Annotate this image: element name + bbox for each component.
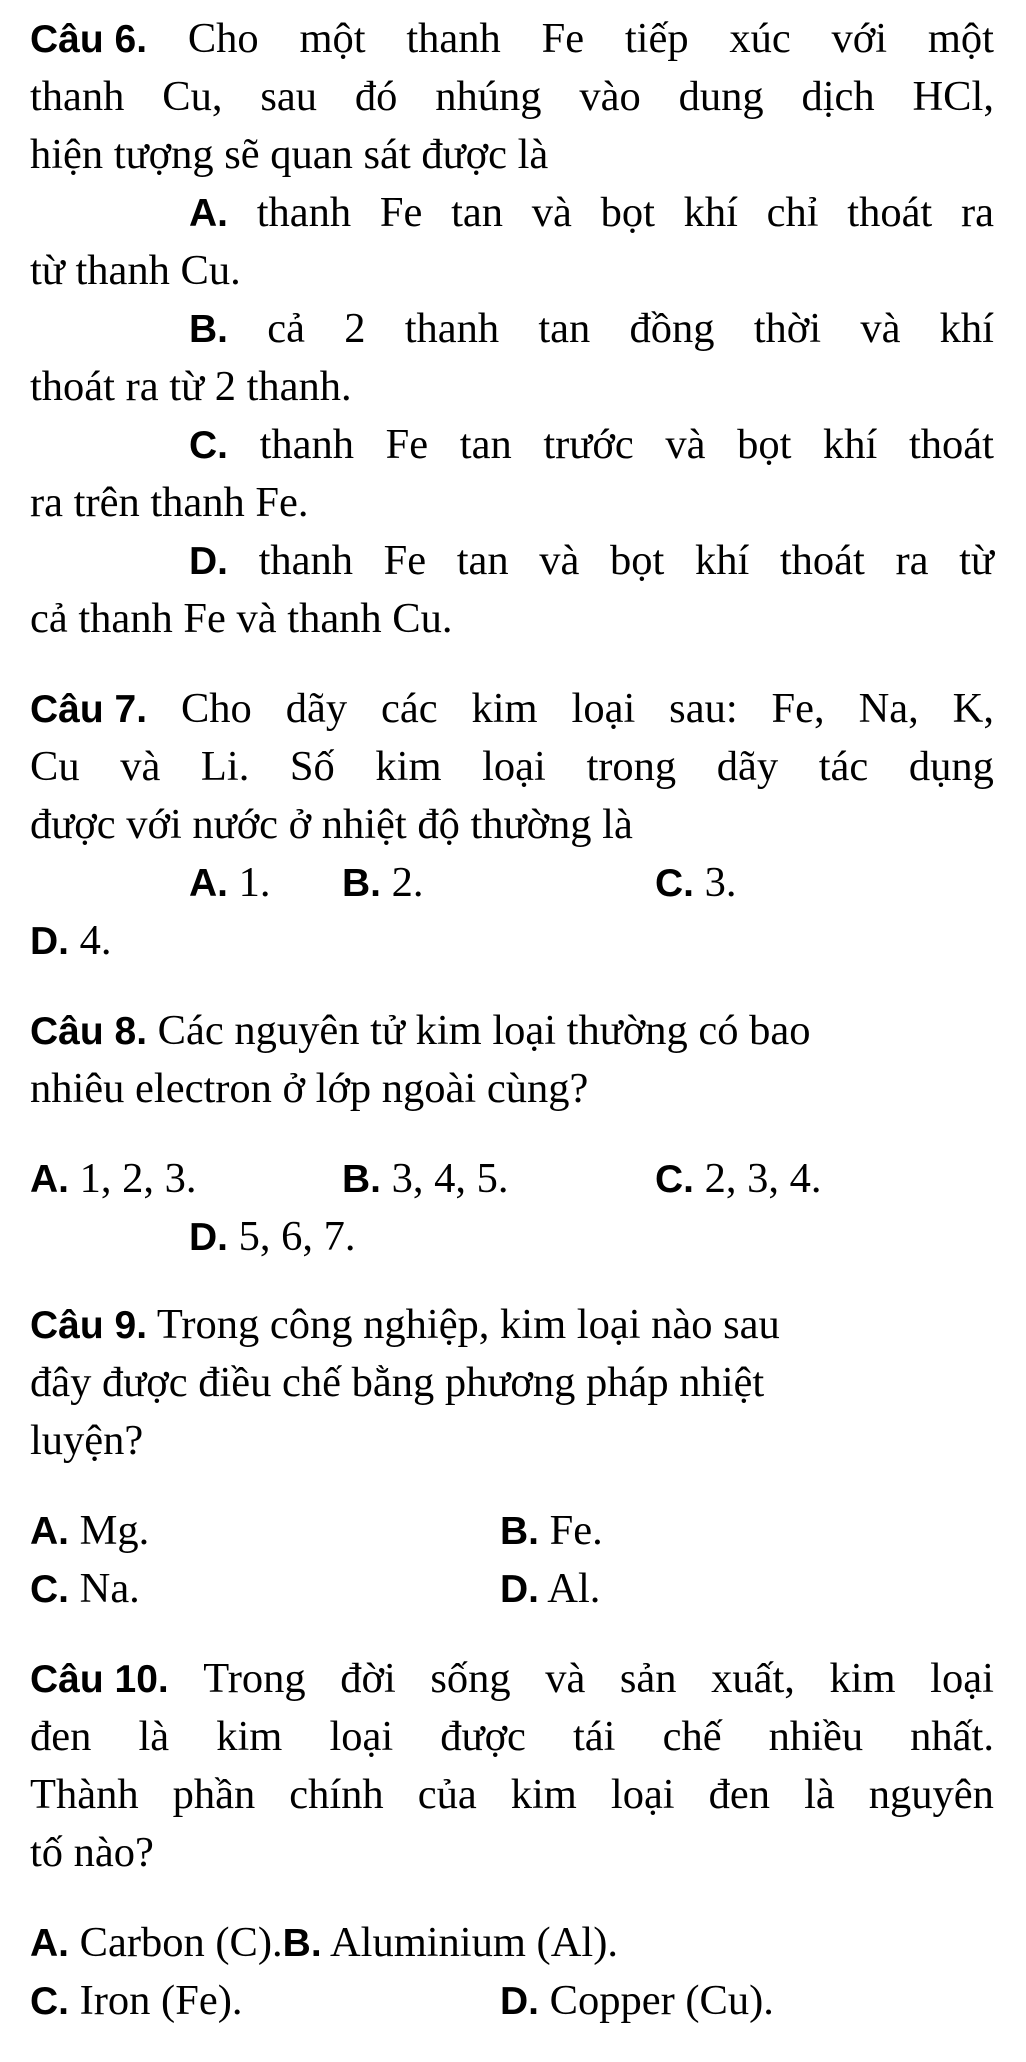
question-9-stem-line-2: đây được điều chế bằng phương pháp nhiệt [30,1359,765,1406]
question-7-option-b: B. 2. [342,859,424,906]
question-9-stem-line-3: luyện? [30,1417,144,1464]
question-6-option-c-cont: ra trên thanh Fe. [30,479,309,526]
question-6-option-a: A. thanh Fe tan và bọt khí chỉ thoát ra [189,189,994,236]
question-6-stem-line-1: Câu 6. Cho một thanh Fe tiếp xúc với một [30,15,994,62]
question-10-stem-line-4: tố nào? [30,1829,154,1876]
question-8-stem-line-2: nhiêu electron ở lớp ngoài cùng? [30,1065,589,1112]
question-8-stem-line-1: Câu 8. Các nguyên tử kim loại thường có bao [30,1007,811,1054]
question-8-option-b: B. 3, 4, 5. [342,1155,509,1202]
question-10-label: Câu 10. [30,1658,169,1701]
question-7-label: Câu 7. [30,688,148,731]
question-7-option-a: A. 1. [189,859,271,906]
question-6-option-d: D. thanh Fe tan và bọt khí thoát ra từ [189,537,994,584]
question-6-option-a-cont: từ thanh Cu. [30,247,241,294]
question-6-option-c: C. thanh Fe tan trước và bọt khí thoát [189,421,994,468]
question-7-option-c: C. 3. [655,859,737,906]
question-8-label: Câu 8. [30,1010,148,1053]
question-6-stem-line-3: hiện tượng sẽ quan sát được là [30,131,549,178]
question-7-stem-line-3: được với nước ở nhiệt độ thường là [30,801,633,848]
question-10-option-d: D. Copper (Cu). [500,1977,774,2024]
question-8-option-d: D. 5, 6, 7. [189,1213,356,1260]
question-9-option-c: C. Na. [30,1565,140,1612]
question-10-option-c: C. Iron (Fe). [30,1977,243,2024]
question-10-stem-line-3: Thành phần chính của kim loại đen là nguyên [30,1771,994,1818]
question-6-stem-line-2: thanh Cu, sau đó nhúng vào dung dịch HCl, [30,73,994,120]
question-6-option-b: B. cả 2 thanh tan đồng thời và khí [189,305,994,352]
question-10-stem-line-1: Câu 10. Trong đời sống và sản xuất, kim loại [30,1655,994,1702]
question-9-option-d: D. Al. [500,1565,601,1612]
question-6-option-d-cont: cả thanh Fe và thanh Cu. [30,595,453,642]
question-9-stem-line-1: Câu 9. Trong công nghiệp, kim loại nào sau [30,1301,780,1348]
question-9-option-b: B. Fe. [500,1507,603,1554]
question-10-stem-line-2: đen là kim loại được tái chế nhiều nhất. [30,1713,994,1760]
question-8-option-a: A. 1, 2, 3. [30,1155,197,1202]
question-9-label: Câu 9. [30,1304,148,1347]
question-9-option-a: A. Mg. [30,1507,150,1554]
question-7-stem-line-2: Cu và Li. Số kim loại trong dãy tác dụng [30,743,994,790]
question-6-option-b-cont: thoát ra từ 2 thanh. [30,363,352,410]
question-7-option-d: D. 4. [30,917,112,964]
question-6-label: Câu 6. [30,18,148,61]
question-7-stem-line-1: Câu 7. Cho dãy các kim loại sau: Fe, Na, K, [30,685,994,732]
question-8-option-c: C. 2, 3, 4. [655,1155,822,1202]
question-10-option-a: A. Carbon (C).B. Aluminium (Al). [30,1919,618,1966]
